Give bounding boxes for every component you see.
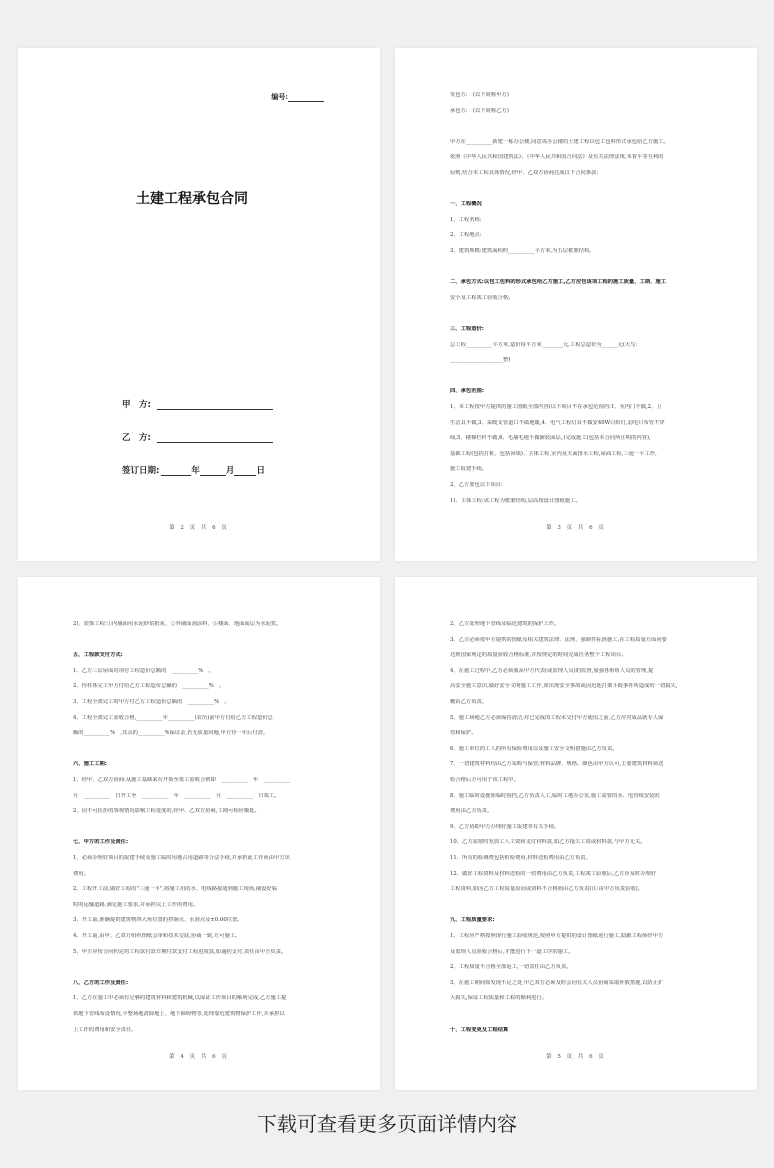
text-line: 概由乙方负责。 bbox=[450, 699, 488, 705]
text-line: 11、所有的检测费包括桩检费用,材料送检费用由乙方负责。 bbox=[450, 855, 591, 861]
section-heading: 九、工程质量要求: bbox=[450, 917, 495, 924]
text-line: 3、建筑规模:建筑面积约__________平方米,为五层框架结构。 bbox=[450, 248, 595, 254]
download-caption: 下载可查看更多页面详情内容 bbox=[257, 1112, 517, 1136]
text-line: 3、工程全部完工时甲方付乙方工程造价总额的 __________% 。 bbox=[73, 699, 230, 705]
text-line: 5、施工场地乙方必须保持清洁,对已完成的工程未交付甲方使用之前,乙方应对成品就专人保 bbox=[450, 714, 664, 721]
text-line: 10、乙方需按时发放工人工资和支付材料款,如乙方拖欠工资或材料款,与甲方无关。 bbox=[450, 839, 646, 846]
text-line: 2、乙方处理地下管线及临近建筑的保护工作。 bbox=[450, 621, 560, 627]
text-line: 达到国家规定的质量验收合格标准,并按规定的时间完成任务整个工程项目。 bbox=[450, 652, 627, 659]
party-a-label: 甲 方: bbox=[122, 400, 151, 410]
text-line: 总工程__________平方米,造价每平方米________元,工程总造价为______元(大写: bbox=[450, 341, 638, 348]
text-line: 9、乙方协助甲方办理好施工报建等有关手续。 bbox=[450, 823, 560, 830]
contract-title: 土建工程承包合同 bbox=[136, 191, 248, 207]
section-heading: 四、承包范围: bbox=[450, 388, 484, 395]
section-heading: 十、工程变更及工程结算 bbox=[450, 1026, 509, 1033]
text-line: 8、施工临时设施如临时围挡,乙方负责人工,临时工地办公室,施工需要的水、电管线安装的 bbox=[450, 792, 660, 799]
page-number: 第 2 页 共 6 页 bbox=[169, 525, 229, 531]
text-line: 上工作的费用和安全责任。 bbox=[73, 1026, 137, 1033]
page-number: 第 5 页 共 6 页 bbox=[546, 1054, 606, 1060]
text-line: 4、开工前,由甲、乙双方组织图纸会审和技术交底,协商一致,方可施工。 bbox=[73, 933, 241, 939]
contract-number-label: 编号: bbox=[271, 92, 288, 101]
contract-page-4 bbox=[18, 577, 380, 1090]
text-line: 12、做好工程资料及材料送检的一切费用由乙方负责,工程竣工验收后,乙方应及时办理好 bbox=[450, 870, 657, 877]
day-blank bbox=[234, 466, 256, 476]
contract-number-blank bbox=[288, 94, 324, 102]
text-line: 4、工程全部完工验收合格,__________年__________(农历)前甲方付给乙方工程造价总 bbox=[73, 714, 273, 721]
text-line: 1、必须办理好项目的报建手续及施工临时用地占用道路等合法手续,并承担此工作而由甲方出 bbox=[73, 855, 290, 861]
party-b-label: 乙 方: bbox=[122, 433, 151, 443]
text-line: 1、工程名称: bbox=[450, 216, 482, 223]
section-heading: 六、施工工期: bbox=[73, 761, 107, 768]
section-heading: 一、工程概况 bbox=[450, 201, 482, 208]
contract-number bbox=[271, 92, 324, 102]
text-line: 3、乙方必须按甲方提供的图纸及相关建筑法律、法规、强制性标准施工,在工程质量方面同要 bbox=[450, 636, 667, 643]
text-line: 2、乙方要包以下项目: bbox=[450, 482, 503, 488]
text-line: 6、施工单位的工人的所有保险费用以及施工安全文明措施由乙方负责。 bbox=[450, 745, 618, 752]
text-line: 及监理人员验收合格后,才能进行下一道工序的施工。 bbox=[450, 948, 574, 955]
text-line: 2)、装饰工程:①内墙面用水泥砂浆批灰、②外墙面刮涂料、③楼面、地面面层为水泥浆。 bbox=[73, 621, 282, 627]
text-line: 1、经甲、乙双方协商:从施工基础来台开始至竣工验收合格即 __________ 年 __________ bbox=[73, 777, 291, 783]
text-line: 5、甲方应按合同约定的工程款付款日期付款支付工程进度款,如逾约支付,责任由甲方负责。 bbox=[73, 948, 287, 955]
text-line: 2、因不可抗拒的客观情况影响工程进度的,经甲、乙双方协商,工期可相应顺延。 bbox=[73, 808, 260, 815]
text-line: 3、在施工期间如发现不足之处,甲乙双方必须及时会同有关人员协商采取补救措施,以防止扩 bbox=[450, 979, 664, 986]
text-line: 1、乙方在施工中必须有足够的建筑材料和建筑机械,以保证工作项目的顺利完成,乙方施工提 bbox=[73, 995, 287, 1002]
month-label: 月 bbox=[225, 466, 235, 476]
text-line: 4、在施工过程中,乙方必须服从甲方代表(或监理人员)的监督,加强各班组人员的管理,提 bbox=[450, 667, 654, 674]
section-heading: 三、工程造价: bbox=[450, 326, 484, 332]
text-line: 大损失,保证工程质量和工程的顺利进行。 bbox=[450, 995, 548, 1002]
text-line: 承包方: (以下简称乙方) bbox=[450, 107, 509, 114]
section-heading: 五、工程款支付方式: bbox=[73, 652, 123, 659]
text-line: 1、乙方三层屋面封项付工程造价总额的 __________% 。 bbox=[73, 667, 214, 674]
text-line: 线,5、楼梯栏杆不做,6、毛墙毛地不做铺装面层。)完成施工(包括本合同所注明的内容), bbox=[450, 435, 651, 442]
party-b-line bbox=[122, 431, 273, 443]
section-heading: 七、甲方的工作及责任: bbox=[73, 839, 129, 846]
text-line: 费用。 bbox=[73, 870, 89, 877]
text-line: 安全及工程竣工验收合格。 bbox=[450, 294, 514, 301]
year-label: 年 bbox=[191, 466, 200, 476]
page-number: 第 3 页 共 6 页 bbox=[546, 525, 606, 531]
contract-page-3 bbox=[395, 48, 757, 561]
year-blank bbox=[161, 466, 191, 476]
text-line: 供地下管线布设情况,平整场地清除地上、地下障碍物等,处理靠近建筑物保护工作,并承担以 bbox=[73, 1011, 285, 1017]
text-line: 生洁具不做,3、采暖支管道口不做地暖,4、电气工程灯具不做安40W白炽灯,弱电只布管不穿 bbox=[450, 419, 665, 426]
contract-page-5 bbox=[395, 577, 757, 1090]
text-line: ____________________整) bbox=[450, 357, 511, 364]
sign-date-label: 签订日期: bbox=[122, 466, 160, 476]
text-line: 高安全施工意识,做好安全文明施工工作,如出现安全事故或因迟延打架斗殴事件所造成的一切损失, bbox=[450, 683, 678, 690]
text-line: 检合格后方可用于该工程中。 bbox=[450, 777, 519, 783]
text-line: 基础工程(包括打桩、包括回填)、主体工程,室内及天面排水工程,屋面工程,三通一平工作, bbox=[450, 450, 657, 457]
text-line: 原则,结合本工程具体情况,经甲、乙双方协商达成以下合同条款: bbox=[450, 170, 599, 176]
text-line: 费用由乙方负责。 bbox=[450, 808, 493, 815]
page-number: 第 4 页 共 6 页 bbox=[169, 1054, 229, 1060]
text-line: 3、开工前,准确提供建筑物四大角位置的控制点、水准点及±0.00位置。 bbox=[73, 917, 243, 924]
text-line: 2、工程开工前,做好工程的"三通一平",将施工用的水、电线路接通到施工现场,铺设好临 bbox=[73, 886, 277, 893]
text-line: 发包方: (以下简称甲方) bbox=[450, 92, 509, 98]
text-line: 2、工程质量不合格全部返工,一切责任由乙方负责。 bbox=[450, 964, 572, 971]
contract-cover-page bbox=[18, 48, 380, 561]
day-label: 日 bbox=[256, 466, 265, 476]
text-line: 依照《中华人民共和国建筑法》、《中华人民共和国合同法》及有关法律法规,本着平等互利的 bbox=[450, 154, 664, 161]
text-line: 2、待柱体完工甲方付给乙方工程造价总额的 __________% 。 bbox=[73, 683, 225, 690]
party-b-blank bbox=[157, 433, 273, 443]
text-line: 甲方在__________新建一栋办公楼,同意该办公楼的土建工程以包工包料形式承包给乙方施工。 bbox=[450, 138, 669, 145]
text-line: 1)、主体工程:该工程为框架结构,层高按设计图纸施工。 bbox=[450, 497, 581, 504]
section-heading: 二、承包方式:以包工包料的形式承包给乙方施工,乙方应包该项工程的施工质量、工期、施工 bbox=[450, 279, 667, 286]
month-blank bbox=[200, 466, 226, 476]
text-line: 施工报建手续。 bbox=[450, 466, 488, 473]
text-line: 7、一切建筑材料均由乙方采购与保管;材料品牌、规格、颜色由甲方认可,主要建筑材料须送 bbox=[450, 761, 664, 768]
text-line: 月 __________ 日开工至 __________ 年 __________ 月 __________ 日竣工。 bbox=[73, 792, 280, 799]
section-heading: 八、乙方的工作及责任: bbox=[73, 979, 129, 986]
text-line: 1、工程应严格按照现行施工验收规范,按照甲方提供的设计图纸进行施工,隐蔽工程须经甲方 bbox=[450, 933, 664, 939]
text-line: 2、工程地点: bbox=[450, 232, 482, 239]
text-line: 额的__________% ,其余的__________%保证金,若无质量问题,甲方待一年后付清。 bbox=[73, 730, 269, 737]
text-line: 1、本工程按甲方提供的施工图纸全部内容(以下项目不在承包范围内:1、室内门不做,2、卫 bbox=[450, 404, 662, 410]
text-line: 时的运输道路,满足施工要求,并承担以上工作的费用。 bbox=[73, 901, 199, 908]
sign-date-line bbox=[122, 464, 265, 476]
text-line: 工程资料,如因乙方工程质量原因或资料不合格而由乙方负责(注:由甲方负责验收)。 bbox=[450, 886, 643, 893]
party-a-line bbox=[122, 398, 273, 410]
text-line: 管和保护。 bbox=[450, 730, 477, 737]
party-a-blank bbox=[157, 400, 273, 410]
